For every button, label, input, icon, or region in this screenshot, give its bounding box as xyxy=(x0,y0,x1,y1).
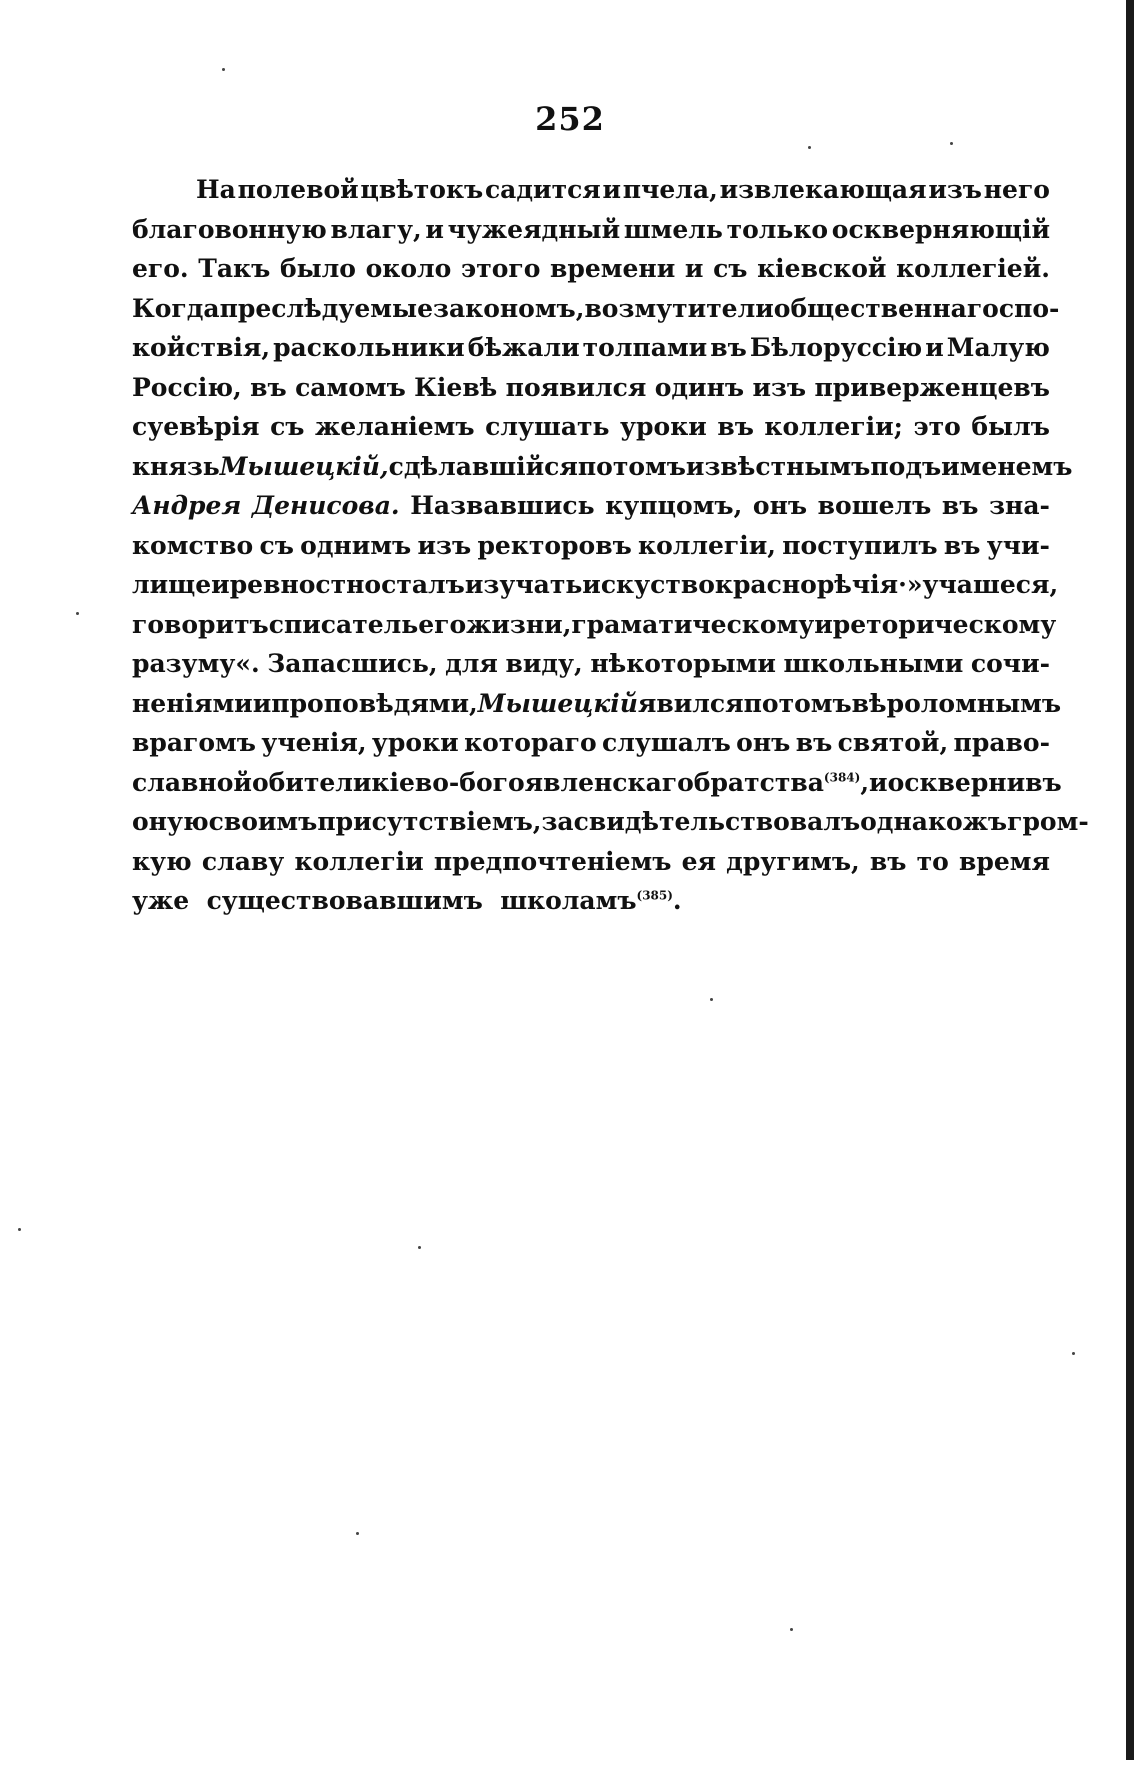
word: съ xyxy=(713,254,748,283)
word: пчела, xyxy=(622,175,718,204)
scan-speck xyxy=(790,1628,793,1631)
word: »учашеся, xyxy=(906,570,1059,599)
word: учи- xyxy=(986,530,1050,560)
word: и xyxy=(684,254,704,283)
word: извлекающая xyxy=(719,175,927,204)
italic-name: Мышецкій xyxy=(477,688,638,718)
word: граматическому xyxy=(571,609,815,639)
word: разуму«. xyxy=(132,649,260,678)
word: неніями xyxy=(132,688,253,718)
word: котораго xyxy=(464,728,597,757)
word: вошелъ xyxy=(817,491,932,520)
scan-speck xyxy=(222,68,225,71)
word: самомъ xyxy=(295,372,406,402)
word: Назвавшись xyxy=(410,491,595,520)
word: предпочтеніемъ xyxy=(433,846,672,876)
word: школьными xyxy=(783,649,964,678)
word: уже xyxy=(132,886,190,915)
word: проповѣдями, xyxy=(271,688,478,718)
word: около xyxy=(365,254,452,283)
word: своимъ xyxy=(208,807,318,836)
text-line xyxy=(132,728,1050,768)
word: въ xyxy=(710,333,747,362)
word: въ xyxy=(717,412,754,441)
word: краснорѣчія· xyxy=(714,570,907,599)
punctuation: . xyxy=(672,886,682,915)
footnote-ref: (384) xyxy=(823,770,861,785)
word: преслѣдуемые xyxy=(219,293,433,323)
word: потомъ xyxy=(743,688,852,718)
word: времени xyxy=(550,254,676,283)
word: зна- xyxy=(989,491,1050,520)
word: толпами xyxy=(582,333,708,362)
word: этого xyxy=(460,254,541,283)
text-line xyxy=(132,570,1059,610)
word: одинъ xyxy=(654,372,745,402)
word: въ xyxy=(250,372,287,402)
word: полевой xyxy=(237,175,359,204)
word: списатель xyxy=(268,609,419,639)
italic-name: Мышецкій, xyxy=(219,451,389,481)
word: гром- xyxy=(1007,807,1089,836)
scan-speck xyxy=(18,1228,21,1231)
text-line xyxy=(132,491,1050,531)
word: и xyxy=(211,570,230,599)
word: то xyxy=(916,846,949,876)
word: слушать xyxy=(485,412,610,441)
word: виду, xyxy=(505,649,583,678)
word: комство xyxy=(132,530,254,560)
word: его xyxy=(418,609,467,639)
word: изъ xyxy=(752,372,807,402)
word: онъ xyxy=(752,491,808,520)
text-line xyxy=(132,649,1050,689)
word: вѣроломнымъ xyxy=(851,688,1062,718)
word: съ xyxy=(259,530,294,560)
word: закономъ, xyxy=(432,293,585,323)
scan-speck xyxy=(1072,1352,1075,1355)
word: реторическому xyxy=(832,609,1057,639)
word: искуство xyxy=(582,570,715,599)
word: братства xyxy=(693,767,824,797)
word: ревностно xyxy=(229,570,382,599)
word: было xyxy=(279,254,356,283)
word: Малую xyxy=(946,333,1050,362)
word: общественнаго xyxy=(773,293,999,323)
word: осквернивъ xyxy=(887,767,1062,797)
word: раскольники xyxy=(273,333,465,362)
scan-speck xyxy=(710,998,713,1001)
word: и xyxy=(602,175,622,204)
word: для xyxy=(445,649,498,678)
word: съ xyxy=(270,412,305,441)
word: возмутители xyxy=(584,293,774,323)
word-with-footnote xyxy=(694,768,869,797)
word: и xyxy=(869,767,888,797)
text-line xyxy=(132,688,1062,729)
word: другимъ, xyxy=(726,846,860,876)
word: кіевской xyxy=(757,254,887,283)
word: ректоровъ xyxy=(477,530,632,560)
page-number: 252 xyxy=(535,100,605,138)
word: коллегіи, xyxy=(638,530,776,560)
word: влагу, xyxy=(330,214,422,244)
word: коллегіей. xyxy=(896,254,1050,283)
word: садится xyxy=(484,175,601,204)
scan-speck xyxy=(76,612,79,615)
word: изъ xyxy=(417,530,472,560)
word: койствія, xyxy=(132,333,271,362)
word: спо- xyxy=(998,293,1060,323)
word: это xyxy=(913,412,961,441)
page-edge-line xyxy=(1126,0,1134,1760)
word: изучать xyxy=(464,570,583,599)
word: ея xyxy=(681,846,716,876)
italic-name: Андрея xyxy=(132,491,242,520)
footnote-ref: (385) xyxy=(636,888,673,903)
text-line xyxy=(132,451,1073,492)
word: былъ xyxy=(971,412,1050,441)
word: однакожъ xyxy=(860,807,1008,836)
word: онъ xyxy=(736,728,791,757)
text-line xyxy=(132,254,1050,294)
word: уроки xyxy=(620,412,707,441)
word: сталъ xyxy=(381,570,465,599)
word: право- xyxy=(953,728,1050,757)
text-line xyxy=(132,609,1057,650)
text-line xyxy=(132,886,1050,926)
word: жизни, xyxy=(466,609,572,639)
word: чужеядный xyxy=(447,214,621,244)
word: и xyxy=(425,214,444,244)
word: оскверняющій xyxy=(831,214,1050,244)
word: купцомъ, xyxy=(605,491,743,520)
word: въ xyxy=(869,846,907,876)
word: святой, xyxy=(837,728,949,757)
word: врагомъ xyxy=(132,728,256,757)
word: Такъ xyxy=(198,254,271,283)
word: говоритъ xyxy=(132,609,269,639)
word: приверженцевъ xyxy=(814,372,1050,402)
word: коллегіи; xyxy=(764,412,903,441)
word: однимъ xyxy=(300,530,412,560)
text-line xyxy=(132,767,1062,808)
word: коллегіи xyxy=(294,846,424,876)
word: его. xyxy=(132,254,189,283)
word: Россію, xyxy=(132,372,242,402)
word: славу xyxy=(201,846,285,876)
word: въ xyxy=(795,728,833,757)
word: уроки xyxy=(371,728,459,757)
word: и xyxy=(814,609,833,639)
text-line xyxy=(132,847,1050,887)
word: именемъ xyxy=(941,451,1073,481)
word: цвѣтокъ xyxy=(360,175,484,204)
text-line xyxy=(132,373,1050,413)
word: кую xyxy=(132,846,192,876)
word: Бѣлоруссію xyxy=(749,333,923,362)
text-line xyxy=(132,333,1050,373)
word: Запасшись, xyxy=(267,649,438,678)
word: На xyxy=(196,175,236,204)
word: слушалъ xyxy=(602,728,731,757)
word: него xyxy=(983,175,1050,204)
word: въ xyxy=(943,530,981,560)
word: кіево-богоявленскаго xyxy=(371,767,694,797)
word: появился xyxy=(505,372,647,402)
word: сочи- xyxy=(970,649,1050,678)
word: поступилъ xyxy=(782,530,938,560)
scan-speck xyxy=(808,146,811,149)
word: шмель xyxy=(623,214,723,244)
body-paragraph xyxy=(132,175,1089,926)
text-line xyxy=(132,293,1060,334)
word: нѣкоторыми xyxy=(590,649,776,678)
word: и xyxy=(925,333,944,362)
word: въ xyxy=(941,491,979,520)
word: присутствіемъ, xyxy=(317,807,542,836)
scan-speck xyxy=(950,142,953,145)
punctuation: , xyxy=(860,767,870,797)
word: Кіевѣ xyxy=(414,372,498,402)
scan-speck xyxy=(418,1246,421,1249)
text-line xyxy=(132,175,1050,215)
word: потомъ xyxy=(577,451,686,481)
word: подъ xyxy=(870,451,942,481)
italic-name: Денисова. xyxy=(251,491,400,520)
word: оную xyxy=(132,807,209,836)
word: славной xyxy=(132,767,252,797)
word: лище xyxy=(132,570,212,599)
word: обители xyxy=(251,767,372,797)
word-with-footnote xyxy=(500,886,681,915)
text-line xyxy=(132,807,1089,847)
word: бѣжали xyxy=(467,333,580,362)
word: желаніемъ xyxy=(315,412,475,441)
word: изъ xyxy=(928,175,982,204)
word: сдѣлавшійся xyxy=(388,451,578,481)
word: только xyxy=(726,214,829,244)
text-line xyxy=(132,412,1050,452)
word: время xyxy=(958,846,1050,876)
word: извѣстнымъ xyxy=(685,451,871,481)
word: Когда xyxy=(132,293,220,323)
word: ученія, xyxy=(261,728,367,757)
word: благовонную xyxy=(132,214,327,244)
text-line xyxy=(132,215,1050,255)
word: засвидѣтельствовалъ xyxy=(541,807,861,836)
text-line xyxy=(132,531,1050,571)
word: существовавшимъ xyxy=(206,886,483,915)
word: суевѣрія xyxy=(132,412,260,441)
scan-speck xyxy=(356,1532,359,1535)
word: князь xyxy=(132,451,220,481)
word: школамъ xyxy=(500,886,637,915)
word: и xyxy=(252,688,272,718)
word: явился xyxy=(637,688,744,718)
